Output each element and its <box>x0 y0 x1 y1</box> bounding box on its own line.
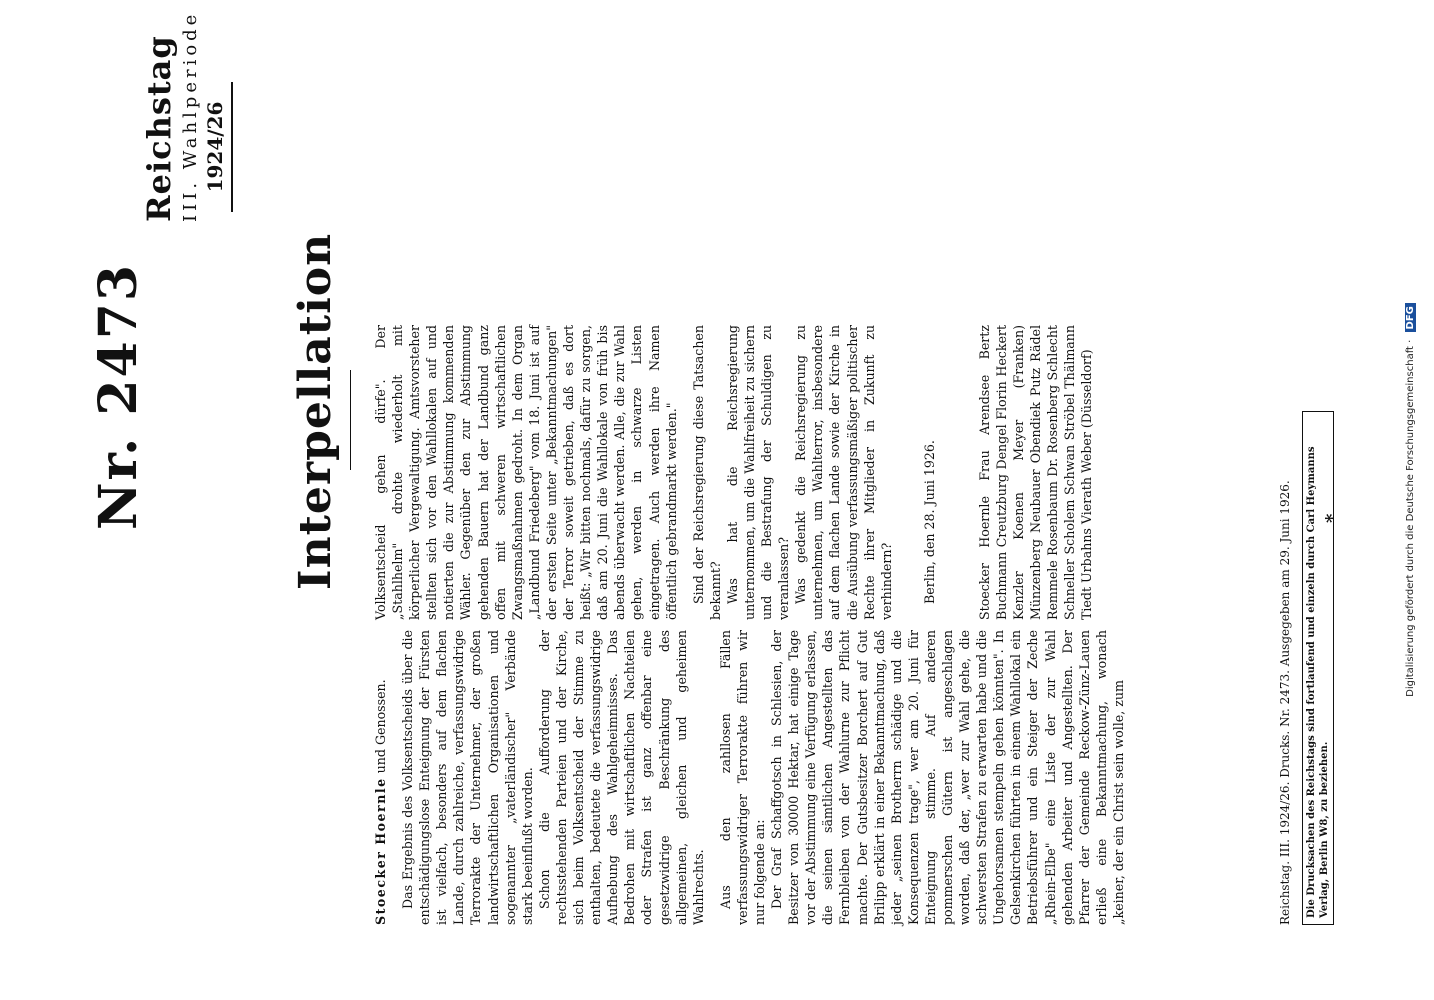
paragraph: Aus den zahllosen Fällen verfassungswidriger Terrorakte führen wir nur folgende an: <box>717 630 767 925</box>
digitization-credit-text: Digitalisierung gefördert durch die Deutsche Forschungsgemeinschaft · <box>1405 339 1416 697</box>
document-number: Nr. 2473 <box>88 262 149 530</box>
authors: Stoecker Hoernle <box>373 777 388 925</box>
print-info-line: Reichstag. III. 1924/26. Drucks. Nr. 2473. Ausgegeben am 29. Juni 1926. <box>1278 480 1292 925</box>
title-divider <box>350 370 351 470</box>
question: Was gedenkt die Reichsregierung zu unternehmen, um Wahlterror, insbesondere auf dem flachen Lande sowie der Kirche in die Ausübung verfassungsmäßiger politischer Rechte ihrer Mitglieder in Zukunft zu verhindern? <box>793 325 894 620</box>
right-text-column <box>372 325 1096 620</box>
document-title: Interpellation <box>290 232 341 590</box>
question: Sind der Reichsregierung diese Tatsachen bekannt? <box>690 325 723 620</box>
question: Was hat die Reichsregierung unternommen, um die Wahlfreiheit zu sichern und die Bestrafung der Schuldigen zu veranlassen? <box>724 325 792 620</box>
date-line: Berlin, den 28. Juni 1926. <box>921 440 937 604</box>
reichstag-header <box>140 10 233 222</box>
signatories: Stoecker Hoernle Frau Arendsee Bertz Buchmann Creutzburg Dengel Florin Heckert Kenzler Koenen Meyer (Franken) Münzenberg Neubauer Obendiek Putz Rädel Remmele Rosenbaum Dr. Rosenberg Schlecht Schneller Scholem Schwan Ströbel Thälmann Tiedt Urbahns Vierath Weber (Düsseldorf) <box>976 325 1095 620</box>
paragraph: Schon die Aufforderung der rechtsstehenden Parteien und der Kirche, sich beim Volksentscheid der Stimme zu enthalten, bedeutete die verfassungswidrige Aufhebung des Wahlgeheimnisses. Das Bedrohen mit wirtschaftlichen Nachteilen oder Strafen ist ganz offenbar eine gesetzwidrige Beschränkung des allgemeinen, gleichen und geheimen Wahlrechts. <box>536 630 706 925</box>
header-rule <box>231 82 233 212</box>
header-years: 1924/26 <box>203 101 227 193</box>
authors-suffix: und Genossen. <box>373 679 388 774</box>
digitization-credit <box>1405 10 1416 990</box>
paragraph: Volksentscheid gehen dürfe". Der „Stahlhelm" drohte wiederholt mit körperlicher Vergewaltigung. Amtsvorsteher stellten sich vor den Wahllokalen auf und notierten die zur Abstimmung kommenden Wähler. Gegenüber den zur Abstimmung gehenden Bauern hat der Landbund ganz offen mit schweren wirtschaftlichen Zwangsmaßnahmen gedroht. In dem Organ „Landbund Friedeberg" vom 18. Juni ist auf der ersten Seite unter „Bekanntmachungen" der Terror soweit getrieben, daß es dort heißt: „Wir bitten nochmals, dafür zu sorgen, daß am 20. Juni die Wahllokale von früh bis abends überwacht werden. Alle, die zur Wahl gehen, werden in schwarze Listen eingetragen. Auch werden ihre Namen öffentlich gebrandmarkt werden." <box>373 325 679 620</box>
left-text-column <box>372 630 1127 925</box>
header-title: Reichstag <box>140 35 178 222</box>
dfg-logo-badge: DFG <box>1405 303 1416 332</box>
paragraph: Das Ergebnis des Volksentscheids über die entschädigungslose Enteignung der Fürsten ist vielfach, besonders auf dem flachen Lande, durch zahlreiche, verfassungswidrige Terrorakte der Unternehmer, der großen landwirtschaftlichen Organisationen und sogenannter „vaterländischer" Verbände stark beeinflußt worden. <box>400 630 535 925</box>
paragraph: Der Graf Schaffgotsch in Schlesien, der Besitzer von 30000 Hektar, hat einige Tage vor der Abstimmung eine Verfügung erlassen, die seinen sämtlichen Angestellten das Fernbleiben von der Wahlurne zur Pflicht machte. Der Gutsbesitzer Borchert auf Gut Brilipp erklärt in einer Bekanntmachung, daß jeder „seinen Brotherrn schädige und die Konsequenzen trage", wer am 20. Juni für Enteignung stimme. Auf anderen pommerschen Gütern ist angeschlagen worden, daß der, „wer zur Wahl gehe, die schwersten Strafen zu erwarten habe und die Ungehorsamen stempeln gehen könnten". In Gelsenkirchen führten in einem Wahllokal ein Betriebsführer und ein Steiger der Zeche „Rhein-Elbe" eine Liste der zur Wahl gehenden Arbeiter und Angestellten. Der Pfarrer der Gemeinde Reckow-Zünz-Lauen erließ eine Bekanntmachung, wonach „keiner, der ein Christ sein wolle, zum <box>769 630 1126 925</box>
header-period: III. Wahlperiode <box>180 10 201 222</box>
asterisk-mark: * <box>1322 513 1343 523</box>
authors-line <box>372 630 389 925</box>
publisher-note-box: Die Drucksachen des Reichstags sind fortlaufend und einzeln durch Carl Heymanns Verlag, Berlin W8, zu beziehen. <box>1302 411 1334 925</box>
